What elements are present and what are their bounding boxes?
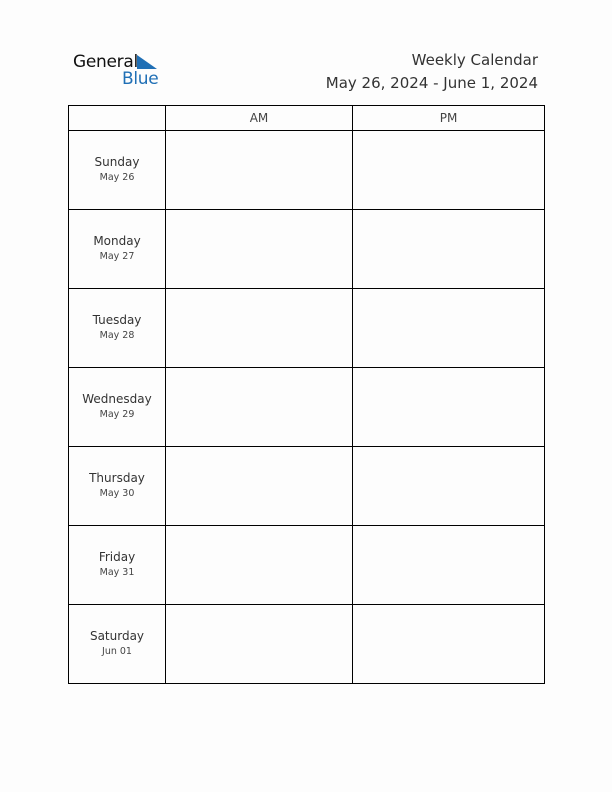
- day-date: May 26: [99, 172, 135, 183]
- weekly-calendar-table: [68, 105, 545, 684]
- am-cell[interactable]: [166, 526, 353, 605]
- header-pm: PM: [353, 106, 545, 131]
- day-name: Tuesday: [92, 313, 142, 327]
- day-name: Thursday: [89, 471, 145, 485]
- pm-cell[interactable]: [353, 289, 545, 368]
- day-name: Monday: [93, 234, 141, 248]
- page-title: Weekly Calendar: [411, 51, 538, 69]
- pm-cell[interactable]: [353, 526, 545, 605]
- logo-triangle-icon: [137, 55, 157, 69]
- am-cell[interactable]: [166, 131, 353, 210]
- header-corner: [69, 106, 166, 131]
- title-block: [326, 50, 538, 95]
- logo-word-general: General: [73, 52, 138, 72]
- pm-cell[interactable]: [353, 605, 545, 684]
- day-date: May 30: [99, 488, 135, 499]
- table-row: [69, 605, 545, 684]
- day-date: May 31: [99, 567, 135, 578]
- day-name: Saturday: [89, 629, 145, 643]
- pm-cell[interactable]: [353, 447, 545, 526]
- day-label-cell: [69, 131, 166, 210]
- day-label-cell: [69, 447, 166, 526]
- pm-cell[interactable]: [353, 131, 545, 210]
- pm-cell[interactable]: [353, 368, 545, 447]
- pm-cell[interactable]: [353, 210, 545, 289]
- table-row: [69, 368, 545, 447]
- day-label-cell: [69, 368, 166, 447]
- header-am: AM: [166, 106, 353, 131]
- date-range: May 26, 2024 - June 1, 2024: [325, 74, 538, 92]
- logo-word-blue: Blue: [122, 69, 159, 89]
- table-row: [69, 131, 545, 210]
- am-cell[interactable]: [166, 368, 353, 447]
- day-date: May 29: [99, 409, 135, 420]
- table-row: [69, 210, 545, 289]
- day-name: Wednesday: [82, 392, 152, 406]
- day-label-cell: [69, 210, 166, 289]
- table-row: [69, 526, 545, 605]
- am-cell[interactable]: [166, 210, 353, 289]
- day-label-cell: [69, 289, 166, 368]
- am-cell[interactable]: [166, 447, 353, 526]
- day-date: Jun 01: [102, 646, 132, 657]
- day-date: May 27: [99, 251, 135, 262]
- day-name: Sunday: [94, 155, 140, 169]
- day-label-cell: [69, 526, 166, 605]
- logo: [73, 52, 163, 92]
- am-cell[interactable]: [166, 289, 353, 368]
- day-label-cell: [69, 605, 166, 684]
- day-date: May 28: [99, 330, 135, 341]
- header-row: [69, 106, 545, 131]
- table-row: [69, 289, 545, 368]
- day-name: Friday: [98, 550, 136, 564]
- table-row: [69, 447, 545, 526]
- am-cell[interactable]: [166, 605, 353, 684]
